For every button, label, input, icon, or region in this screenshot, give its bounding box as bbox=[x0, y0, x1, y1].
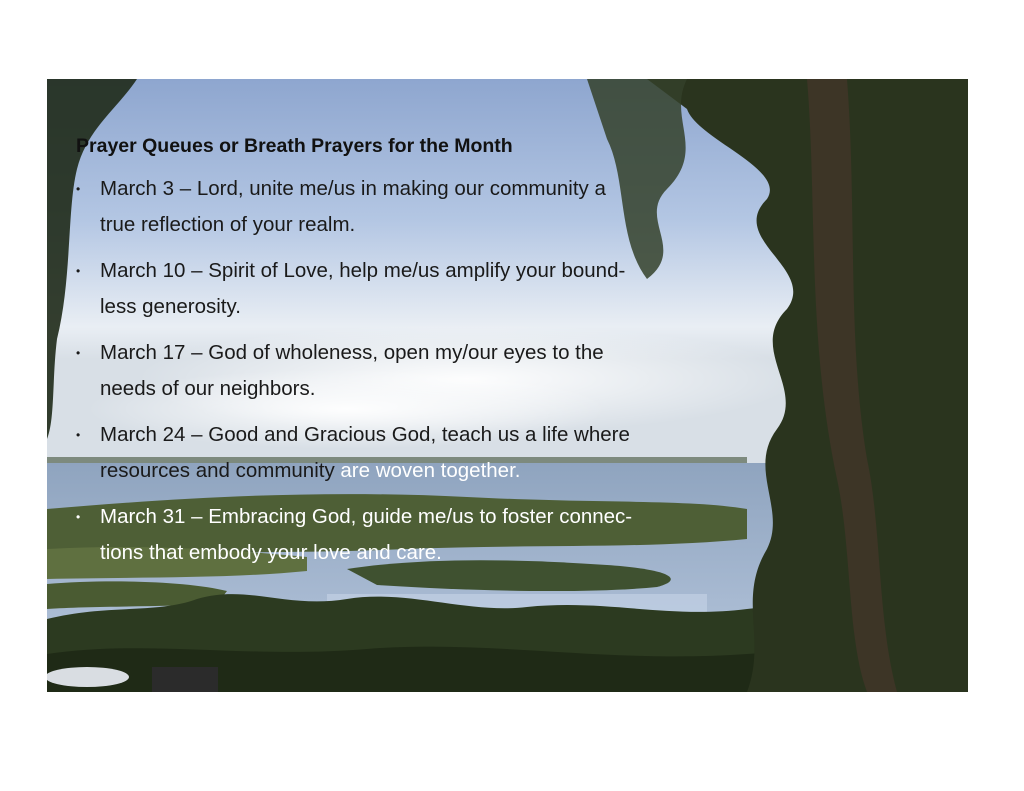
bullet-icon: • bbox=[76, 428, 81, 442]
list-item bbox=[76, 499, 726, 571]
patio-table bbox=[47, 667, 129, 687]
patio-chair bbox=[152, 667, 218, 692]
bullet-icon: • bbox=[76, 346, 81, 360]
list-item bbox=[76, 417, 726, 489]
prayer-list bbox=[76, 171, 726, 571]
prayer-line: true reflection of your realm. bbox=[100, 213, 356, 236]
page-heading: Prayer Queues or Breath Prayers for the Month bbox=[76, 135, 513, 157]
prayer-line: March 10 – Spirit of Love, help me/us amplify your bound- bbox=[100, 259, 626, 282]
prayer-text-block bbox=[76, 132, 726, 581]
prayer-line: March 17 – God of wholeness, open my/our eyes to the bbox=[100, 341, 604, 364]
bullet-icon: • bbox=[76, 264, 81, 278]
list-item bbox=[76, 171, 726, 243]
prayer-line: March 3 – Lord, unite me/us in making our community a bbox=[100, 177, 606, 200]
list-item bbox=[76, 253, 726, 325]
prayer-line: March 31 – Embracing God, guide me/us to foster connec- bbox=[100, 505, 633, 528]
prayer-line: less generosity. bbox=[100, 295, 241, 318]
bullet-icon: • bbox=[76, 182, 81, 196]
prayer-line-part: are woven together. bbox=[340, 459, 521, 482]
list-item bbox=[76, 335, 726, 407]
prayer-line: tions that embody your love and care. bbox=[100, 541, 442, 564]
bullet-icon: • bbox=[76, 510, 81, 524]
prayer-line: needs of our neighbors. bbox=[100, 377, 316, 400]
prayer-line bbox=[100, 453, 726, 489]
prayer-line: March 24 – Good and Gracious God, teach us a life where bbox=[100, 423, 630, 446]
prayer-line-part: resources and community bbox=[100, 459, 341, 482]
